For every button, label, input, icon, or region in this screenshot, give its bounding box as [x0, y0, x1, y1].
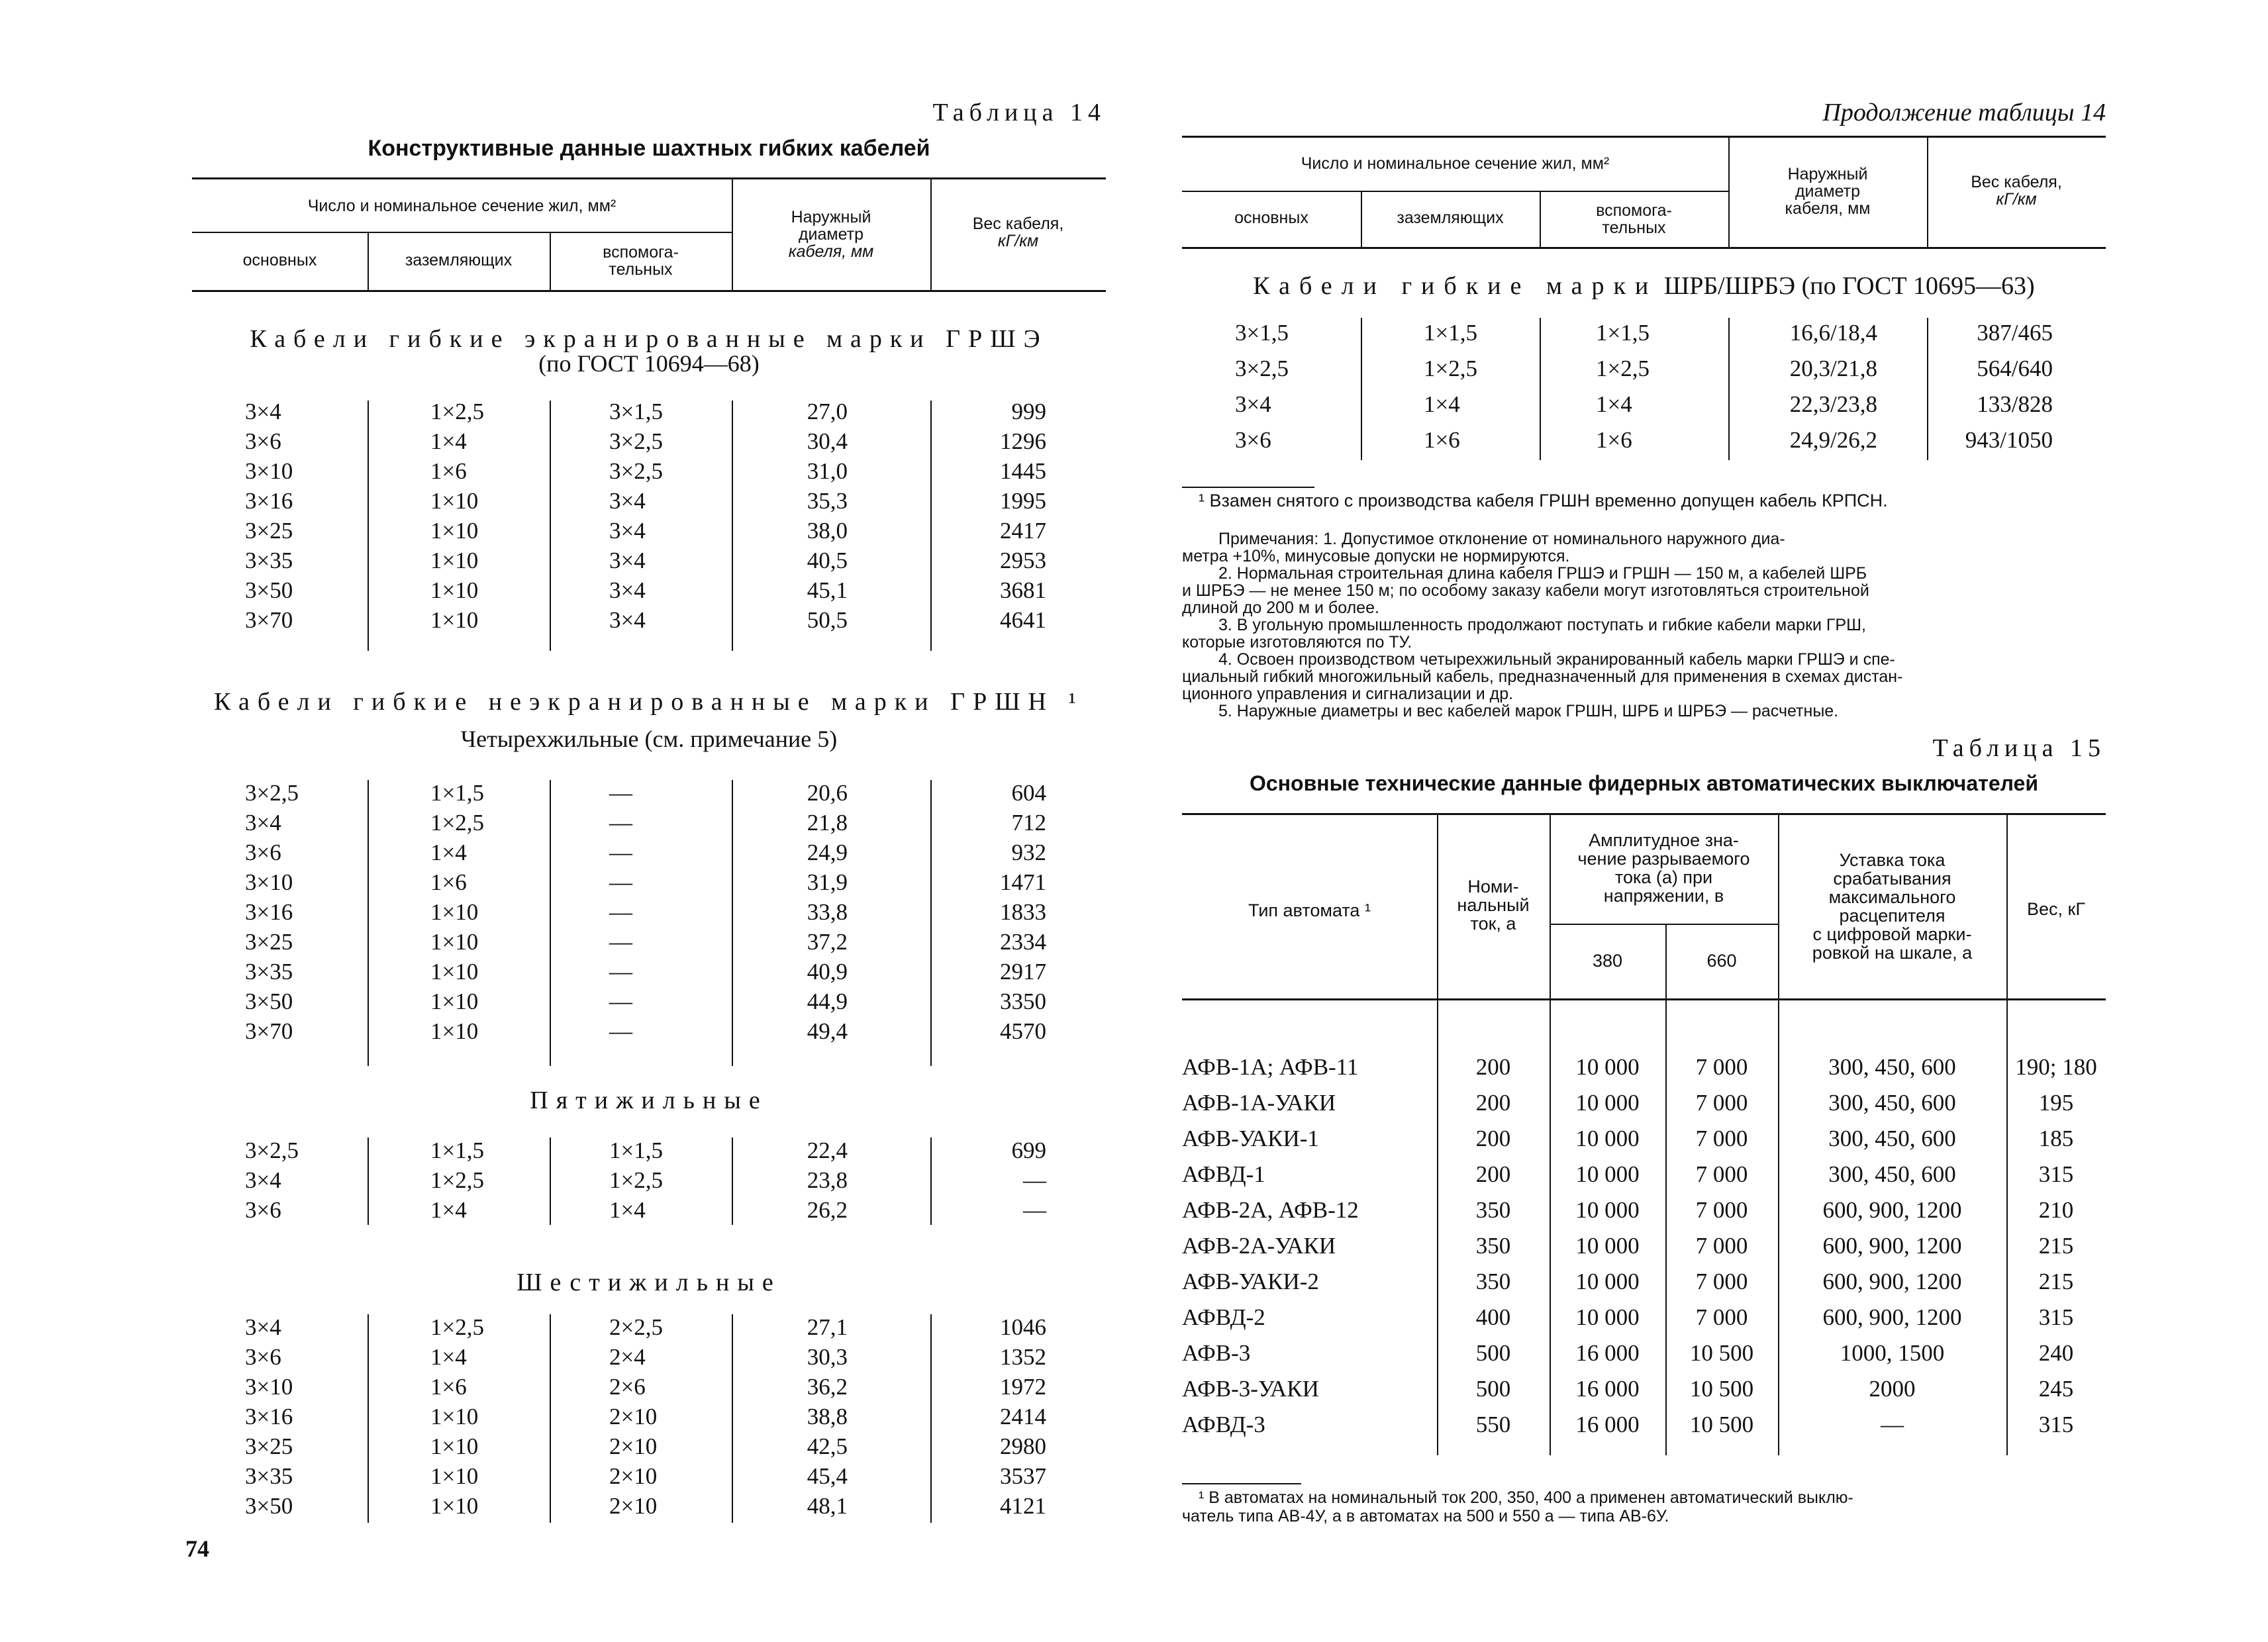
t15-row-cell: АФВД-1	[1182, 1161, 1265, 1187]
t15-row-cell: 600, 900, 1200	[1822, 1269, 1962, 1294]
r-header-diameter: Наружный диаметр кабеля, мм	[1785, 165, 1871, 218]
t15-row-cell: АФВ-1А; АФВ-11	[1182, 1054, 1359, 1080]
six-core-row-cell: 3×35	[245, 1463, 293, 1489]
grshn-row-cell: 31,9	[807, 869, 848, 895]
header-aux: вспомога- тельных	[603, 243, 679, 279]
t15-header-amplitude: Амплитудное зна- чение разрываемого тока (а) при напряжении, в	[1577, 830, 1750, 906]
t15-row-cell: 550	[1475, 1412, 1511, 1437]
six-core-row-cell: 48,1	[807, 1493, 848, 1519]
t15-row-cell: 215	[2038, 1233, 2074, 1259]
footnote-table-14: ¹ Взамен снятого с производства кабеля ГРШН временно допущен кабель КРПСН.	[1199, 491, 1888, 510]
footnote-table-15-l1: ¹ В автоматах на номинальный ток 200, 350, 400 а применен автоматический выклю-	[1199, 1488, 1853, 1507]
grshe-row-cell: 2417	[1000, 518, 1046, 544]
t15-row-cell: 200	[1475, 1161, 1511, 1187]
six-core-row-cell: 2×10	[609, 1463, 658, 1489]
section-title-grshe: Кабели гибкие экранированные марки ГРШЭ	[250, 325, 1048, 353]
note-line: циальный гибкий многожильный кабель, предназначенный для применения в схемах дистан-	[1182, 667, 1903, 686]
t15-row-cell: 240	[2038, 1340, 2074, 1366]
grshe-row-cell: 1×6	[430, 458, 467, 484]
shrb-row-cell: 1×4	[1424, 391, 1460, 417]
grshn-row-cell: 3×10	[245, 869, 293, 895]
grshe-row-cell: 3×50	[245, 577, 293, 603]
section-subtitle-grshn: Четырехжильные (см. примечание 5)	[460, 726, 838, 752]
shrb-row-cell: 24,9/26,2	[1789, 427, 1877, 453]
t15-row-cell: 200	[1475, 1090, 1511, 1116]
note-line: которые изготовляются по ТУ.	[1182, 633, 1412, 652]
t15-header-type: Тип автомата ¹	[1248, 900, 1371, 920]
t15-row-cell: 10 000	[1575, 1304, 1640, 1330]
grshe-row-cell: 3×4	[609, 548, 646, 573]
grshn-row-cell: 604	[1011, 780, 1046, 806]
grshn-row-cell: 24,9	[807, 840, 848, 865]
t15-row-cell: 300, 450, 600	[1828, 1090, 1956, 1116]
grshn-row-cell: 3×50	[245, 989, 293, 1014]
shrb-row-cell: 133/828	[1977, 391, 2053, 417]
five-core-row-cell: 22,4	[807, 1137, 848, 1163]
grshe-row-cell: 1×10	[430, 548, 479, 573]
grshe-row-cell: 27,0	[807, 399, 848, 424]
t15-row-cell: 300, 450, 600	[1828, 1126, 1956, 1151]
t15-row-cell: 245	[2038, 1376, 2074, 1402]
grshn-row-cell: 932	[1011, 840, 1046, 865]
t15-row-cell: 500	[1475, 1376, 1511, 1402]
grshe-row-cell: 1×10	[430, 488, 479, 514]
t15-row-cell: 315	[2038, 1412, 2074, 1437]
t15-row-cell: АФВД-3	[1182, 1412, 1265, 1437]
six-core-row-cell: 3×25	[245, 1433, 293, 1459]
t15-header-setting: Уставка тока срабатывания максимального расцепителя с цифровой марки- ровкой на шкале, а	[1812, 850, 1973, 963]
grshe-row-cell: 3×10	[245, 458, 293, 484]
header-weight: Вес кабеля, кГ/км	[972, 215, 1064, 250]
six-core-row-cell: 2×4	[609, 1344, 646, 1370]
grshn-row-cell: 1×10	[430, 989, 479, 1014]
five-core-row-cell: 1×1,5	[430, 1137, 484, 1163]
five-core-row-cell: 1×4	[430, 1197, 467, 1223]
t15-row-cell: 215	[2038, 1269, 2074, 1294]
shrb-row-cell: 943/1050	[1965, 427, 2053, 453]
grshe-row-cell: 50,5	[807, 607, 848, 633]
t15-row-cell: 600, 900, 1200	[1822, 1304, 1962, 1330]
shrb-row-cell: 16,6/18,4	[1789, 320, 1877, 346]
t15-row-cell: 7 000	[1695, 1126, 1748, 1151]
grshn-row-cell: 1×10	[430, 899, 479, 925]
grshn-row-cell: 44,9	[807, 989, 848, 1014]
grshe-row-cell: 38,0	[807, 518, 848, 544]
grshe-row-cell: 3×2,5	[609, 428, 663, 454]
t15-row-cell: 10 000	[1575, 1126, 1640, 1151]
six-core-row-cell: 1×6	[430, 1374, 467, 1400]
five-core-row-cell: 3×6	[245, 1197, 281, 1223]
six-core-row-cell: 3×6	[245, 1344, 281, 1370]
six-core-row-cell: 3×4	[245, 1314, 281, 1340]
grshn-row-cell: 3×6	[245, 840, 281, 865]
t15-row-cell: АФВ-3-УАКИ	[1182, 1376, 1319, 1402]
five-core-row-cell: —	[1023, 1167, 1046, 1193]
shrb-row-cell: 1×1,5	[1596, 320, 1650, 346]
t15-row-cell: 10 000	[1575, 1090, 1640, 1116]
grshe-row-cell: 4641	[1000, 607, 1046, 633]
six-core-row-cell: 27,1	[807, 1314, 848, 1340]
grshn-row-cell: 3×35	[245, 959, 293, 985]
grshn-row-cell: 2334	[1000, 929, 1046, 955]
t15-row-cell: 195	[2038, 1090, 2074, 1116]
grshn-row-cell: 21,8	[807, 810, 848, 836]
note-line: 5. Наружные диаметры и вес кабелей марок ГРШН, ШРБ и ШРБЭ — расчетные.	[1218, 702, 1839, 720]
t15-row-cell: 10 000	[1575, 1233, 1640, 1259]
six-core-row-cell: 3×16	[245, 1404, 293, 1429]
shrb-row-cell: 3×2,5	[1235, 356, 1289, 381]
grshn-row-cell: 37,2	[807, 929, 848, 955]
grshn-row-cell: —	[609, 899, 632, 925]
r-header-aux: вспомога- тельных	[1596, 201, 1672, 237]
grshe-row-cell: 1×4	[430, 428, 467, 454]
table-14-label: Таблица 14	[932, 99, 1106, 126]
grshe-row-cell: 1×2,5	[430, 399, 484, 424]
r-header-group: Число и номинальное сечение жил, мм²	[1301, 154, 1610, 173]
t15-row-cell: АФВ-УАКИ-2	[1182, 1269, 1319, 1294]
five-core-row-cell: 23,8	[807, 1167, 848, 1193]
t15-row-cell: 315	[2038, 1304, 2074, 1330]
t15-row-cell: АФВ-1А-УАКИ	[1182, 1090, 1336, 1116]
shrb-row-cell: 1×6	[1596, 427, 1632, 453]
grshe-row-cell: 3×4	[245, 399, 281, 424]
grshe-row-cell: 3×4	[609, 518, 646, 544]
t15-row-cell: 16 000	[1575, 1412, 1640, 1437]
six-core-row-cell: 42,5	[807, 1433, 848, 1459]
shrb-row-cell: 1×2,5	[1596, 356, 1650, 381]
grshn-row-cell: —	[609, 959, 632, 985]
t15-row-cell: 7 000	[1695, 1304, 1748, 1330]
six-core-row-cell: 2×10	[609, 1433, 658, 1459]
r-header-main: основных	[1234, 209, 1308, 227]
t15-row-cell: 200	[1475, 1126, 1511, 1151]
grshe-row-cell: 3×4	[609, 577, 646, 603]
grshn-row-cell: 3×70	[245, 1018, 293, 1044]
table-14-title: Конструктивные данные шахтных гибких кабелей	[368, 136, 930, 161]
six-core-row-cell: 1352	[1000, 1344, 1046, 1370]
five-core-row-cell: 3×2,5	[245, 1137, 299, 1163]
six-core-row-cell: 1972	[1000, 1374, 1046, 1400]
t15-header-nominal: Номи- нальный ток, а	[1457, 877, 1530, 934]
grshe-row-cell: 3×25	[245, 518, 293, 544]
t15-header-660: 660	[1706, 951, 1737, 971]
t15-row-cell: 7 000	[1695, 1090, 1748, 1116]
grshe-row-cell: 1445	[1000, 458, 1046, 484]
note-line: Примечания: 1. Допустимое отклонение от номинального наружного диа-	[1218, 530, 1785, 548]
six-core-row-cell: 2×2,5	[609, 1314, 663, 1340]
note-line: 4. Освоен производством четырехжильный экранированный кабель марки ГРШЭ и спе-	[1218, 650, 1895, 669]
t15-row-cell: 10 000	[1575, 1269, 1640, 1294]
section-title-5core: Пятижильные	[530, 1087, 768, 1114]
shrb-row-cell: 3×4	[1235, 391, 1271, 417]
shrb-row-cell: 564/640	[1977, 356, 2053, 381]
grshn-row-cell: —	[609, 1018, 632, 1044]
five-core-row-cell: 1×4	[609, 1197, 646, 1223]
six-core-row-cell: 1×10	[430, 1463, 479, 1489]
t15-row-cell: АФВД-2	[1182, 1304, 1265, 1330]
t15-header-weight: Вес, кГ	[2027, 899, 2085, 919]
note-line: длиной до 200 м и более.	[1182, 599, 1379, 617]
grshn-row-cell: 3×4	[245, 810, 281, 836]
grshe-row-cell: 45,1	[807, 577, 848, 603]
grshn-row-cell: 2917	[1000, 959, 1046, 985]
t15-row-cell: 210	[2038, 1197, 2074, 1223]
shrb-row-cell: 20,3/21,8	[1789, 356, 1877, 381]
six-core-row-cell: 4121	[1000, 1493, 1046, 1519]
shrb-row-cell: 1×6	[1424, 427, 1460, 453]
grshn-row-cell: 1×4	[430, 840, 467, 865]
five-core-row-cell: 1×2,5	[609, 1167, 663, 1193]
six-core-row-cell: 1046	[1000, 1314, 1046, 1340]
note-line: ционного управления и сигнализации и др.	[1182, 685, 1514, 703]
t15-row-cell: 7 000	[1695, 1233, 1748, 1259]
section-title-grshn: Кабели гибкие неэкранированные марки ГРШН ¹	[214, 688, 1084, 716]
five-core-row-cell: 1×2,5	[430, 1167, 484, 1193]
grshn-row-cell: 1×1,5	[430, 780, 484, 806]
grshn-row-cell: 3×25	[245, 929, 293, 955]
grshn-row-cell: 3×2,5	[245, 780, 299, 806]
shrb-row-cell: 1×4	[1596, 391, 1632, 417]
grshn-row-cell: —	[609, 929, 632, 955]
continuation-label: Продолжение таблицы 14	[1822, 99, 2106, 126]
t15-row-cell: 300, 450, 600	[1828, 1054, 1956, 1080]
section-title-6core: Шестижильные	[517, 1269, 781, 1296]
grshe-row-cell: 3×4	[609, 488, 646, 514]
t15-row-cell: 350	[1475, 1197, 1511, 1223]
header-diameter: Наружный диаметр кабеля, мм	[788, 208, 874, 261]
grshe-row-cell: 40,5	[807, 548, 848, 573]
five-core-row-cell: —	[1023, 1197, 1046, 1223]
grshe-row-cell: 1×10	[430, 607, 479, 633]
header-group: Число и номинальное сечение жил, мм²	[307, 197, 616, 215]
six-core-row-cell: 1×10	[430, 1493, 479, 1519]
t15-row-cell: 10 500	[1689, 1340, 1754, 1366]
shrb-row-cell: 1×1,5	[1424, 320, 1477, 346]
grshe-row-cell: 3×70	[245, 607, 293, 633]
grshe-row-cell: 3×4	[609, 607, 646, 633]
shrb-row-cell: 22,3/23,8	[1789, 391, 1877, 417]
page-number: 74	[185, 1535, 209, 1562]
six-core-row-cell: 3×50	[245, 1493, 293, 1519]
r-header-ground: заземляющих	[1397, 209, 1504, 227]
grshn-row-cell: 1×10	[430, 929, 479, 955]
grshe-row-cell: 3×1,5	[609, 399, 663, 424]
t15-row-cell: 7 000	[1695, 1054, 1748, 1080]
grshn-row-cell: 1471	[1000, 869, 1046, 895]
shrb-row-cell: 3×1,5	[1235, 320, 1289, 346]
table-15-label: Таблица 15	[1932, 734, 2106, 762]
t15-row-cell: 190; 180	[2015, 1054, 2097, 1080]
grshn-row-cell: 712	[1011, 810, 1046, 836]
section-subtitle-grshe: (по ГОСТ 10694—68)	[538, 350, 760, 377]
grshn-row-cell: 1×6	[430, 869, 467, 895]
six-core-row-cell: 2980	[1000, 1433, 1046, 1459]
t15-row-cell: 16 000	[1575, 1340, 1640, 1366]
grshn-row-cell: 1×10	[430, 1018, 479, 1044]
table-15-title: Основные технические данные фидерных автоматических выключателей	[1250, 771, 2038, 795]
grshn-row-cell: 33,8	[807, 899, 848, 925]
six-core-row-cell: 36,2	[807, 1374, 848, 1400]
six-core-row-cell: 1×4	[430, 1344, 467, 1370]
grshe-row-cell: 31,0	[807, 458, 848, 484]
six-core-row-cell: 2×10	[609, 1404, 658, 1429]
grshn-row-cell: 40,9	[807, 959, 848, 985]
t15-row-cell: 300, 450, 600	[1828, 1161, 1956, 1187]
t15-row-cell: 600, 900, 1200	[1822, 1233, 1962, 1259]
six-core-row-cell: 2×6	[609, 1374, 646, 1400]
five-core-row-cell: 3×4	[245, 1167, 281, 1193]
note-line: 3. В угольную промышленность продолжают поступать и гибкие кабели марки ГРШ,	[1218, 616, 1866, 634]
t15-row-cell: 10 500	[1689, 1376, 1754, 1402]
note-line: и ШРБЭ — не менее 150 м; по особому заказу кабели могут изготовляться строительной	[1182, 581, 1869, 600]
t15-row-cell: АФВ-2А-УАКИ	[1182, 1233, 1336, 1259]
six-core-row-cell: 2414	[1000, 1404, 1046, 1429]
t15-row-cell: 2000	[1869, 1376, 1916, 1402]
t15-row-cell: 600, 900, 1200	[1822, 1197, 1962, 1223]
t15-row-cell: 315	[2038, 1161, 2074, 1187]
t15-row-cell: 350	[1475, 1269, 1511, 1294]
t15-row-cell: 10 500	[1689, 1412, 1754, 1437]
grshe-row-cell: 3×6	[245, 428, 281, 454]
six-core-row-cell: 30,3	[807, 1344, 848, 1370]
grshe-row-cell: 1×10	[430, 518, 479, 544]
six-core-row-cell: 1×10	[430, 1404, 479, 1429]
shrb-row-cell: 1×2,5	[1424, 356, 1477, 381]
shrb-row-cell: 3×6	[1235, 427, 1271, 453]
t15-row-cell: 185	[2038, 1126, 2074, 1151]
grshe-row-cell: 3×2,5	[609, 458, 663, 484]
grshe-row-cell: 3×16	[245, 488, 293, 514]
grshe-row-cell: 2953	[1000, 548, 1046, 573]
six-core-row-cell: 1×10	[430, 1433, 479, 1459]
t15-row-cell: 7 000	[1695, 1269, 1748, 1294]
six-core-row-cell: 3×10	[245, 1374, 293, 1400]
t15-row-cell: 7 000	[1695, 1161, 1748, 1187]
t15-row-cell: АФВ-УАКИ-1	[1182, 1126, 1319, 1151]
grshe-row-cell: 1×10	[430, 577, 479, 603]
six-core-row-cell: 38,8	[807, 1404, 848, 1429]
grshe-row-cell: 999	[1011, 399, 1046, 424]
five-core-row-cell: 26,2	[807, 1197, 848, 1223]
t15-row-cell: 10 000	[1575, 1197, 1640, 1223]
five-core-row-cell: 1×1,5	[609, 1137, 663, 1163]
five-core-row-cell: 699	[1011, 1137, 1046, 1163]
grshn-row-cell: —	[609, 840, 632, 865]
shrb-row-cell: 387/465	[1977, 320, 2053, 346]
header-main: основных	[242, 251, 317, 269]
t15-row-cell: 500	[1475, 1340, 1511, 1366]
t15-row-cell: 16 000	[1575, 1376, 1640, 1402]
t15-header-380: 380	[1592, 951, 1623, 971]
grshn-row-cell: 1833	[1000, 899, 1046, 925]
r-section-title: Кабели гибкие марки ШРБ/ШРБЭ (по ГОСТ 10695—63)	[1253, 272, 2035, 300]
footnote-table-15-l2: чатель типа АВ-4У, а в автоматах на 500 и 550 а — типа АВ-6У.	[1182, 1507, 1669, 1525]
grshn-row-cell: —	[609, 810, 632, 836]
grshn-row-cell: 1×2,5	[430, 810, 484, 836]
grshn-row-cell: 20,6	[807, 780, 848, 806]
grshn-row-cell: —	[609, 869, 632, 895]
grshe-row-cell: 35,3	[807, 488, 848, 514]
grshe-row-cell: 30,4	[807, 428, 848, 454]
six-core-row-cell: 3537	[1000, 1463, 1046, 1489]
grshn-row-cell: 3×16	[245, 899, 293, 925]
grshn-row-cell: 1×10	[430, 959, 479, 985]
grshe-row-cell: 1995	[1000, 488, 1046, 514]
t15-row-cell: АФВ-2А, АФВ-12	[1182, 1197, 1359, 1223]
six-core-row-cell: 2×10	[609, 1493, 658, 1519]
header-ground: заземляющих	[405, 251, 513, 269]
grshn-row-cell: 4570	[1000, 1018, 1046, 1044]
six-core-row-cell: 45,4	[807, 1463, 848, 1489]
grshe-row-cell: 3681	[1000, 577, 1046, 603]
grshn-row-cell: 49,4	[807, 1018, 848, 1044]
t15-row-cell: 10 000	[1575, 1161, 1640, 1187]
t15-row-cell: 1000, 1500	[1840, 1340, 1945, 1366]
t15-row-cell: АФВ-3	[1182, 1340, 1251, 1366]
six-core-row-cell: 1×2,5	[430, 1314, 484, 1340]
t15-row-cell: 7 000	[1695, 1197, 1748, 1223]
r-header-weight: Вес кабеля, кГ/км	[1971, 173, 2062, 209]
t15-row-cell: 200	[1475, 1054, 1511, 1080]
grshn-row-cell: —	[609, 780, 632, 806]
note-line: 2. Нормальная строительная длина кабеля ГРШЭ и ГРШН — 150 м, а кабелей ШРБ	[1218, 564, 1867, 583]
note-line: метра +10%, минусовые допуски не нормируются.	[1182, 547, 1570, 565]
grshn-row-cell: 3350	[1000, 989, 1046, 1014]
grshe-row-cell: 3×35	[245, 548, 293, 573]
t15-row-cell: —	[1881, 1412, 1904, 1437]
t15-row-cell: 10 000	[1575, 1054, 1640, 1080]
t15-row-cell: 400	[1475, 1304, 1511, 1330]
grshn-row-cell: —	[609, 989, 632, 1014]
grshe-row-cell: 1296	[1000, 428, 1046, 454]
t15-row-cell: 350	[1475, 1233, 1511, 1259]
